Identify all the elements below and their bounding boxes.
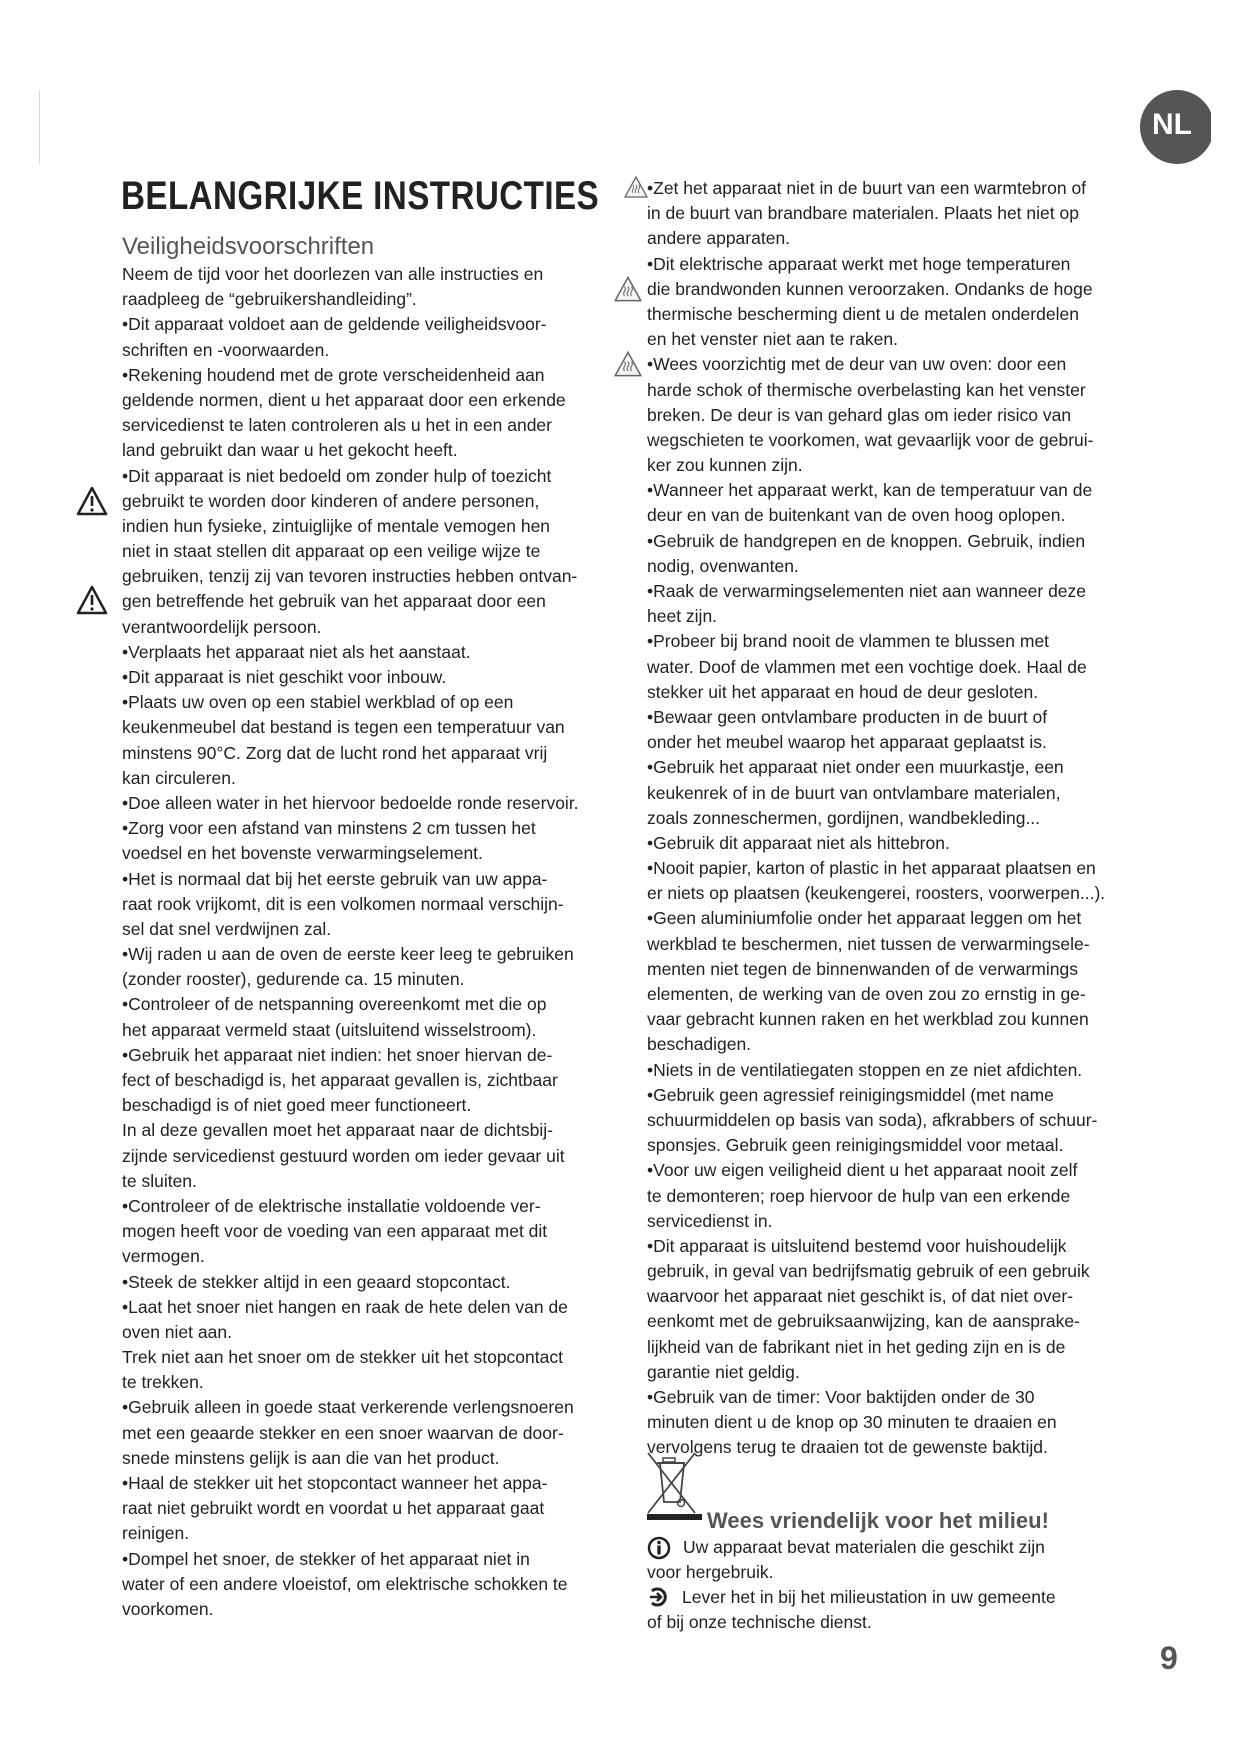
- text-line: •Gebruik de handgrepen en de knoppen. Gebruik, indien: [647, 530, 1086, 551]
- text-line: •Bewaar geen ontvlambare producten in de buurt of: [647, 706, 1048, 727]
- text-line: beschadigd is of niet goed meer functioneert.: [122, 1095, 472, 1116]
- text-line: In al deze gevallen moet het apparaat naar de dichtsbij-: [122, 1120, 553, 1141]
- text-line: •Controleer of de elektrische installatie voldoende ver-: [122, 1195, 541, 1216]
- text-line: water of een andere vloeistof, om elektrische schokken te: [122, 1573, 568, 1594]
- text-line: voedsel en het bovenste verwarmingselement.: [122, 843, 483, 864]
- text-line: •Dit elektrische apparaat werkt met hoge temperaturen: [647, 253, 1071, 274]
- text-line: er niets op plaatsen (keukengerei, roosters, voorwerpen...).: [647, 883, 1106, 904]
- environment-recycle-line: of bij onze technische dienst.: [647, 1612, 872, 1632]
- text-line: •Plaats uw oven op een stabiel werkblad of op een: [122, 692, 514, 713]
- text-line: te sluiten.: [122, 1170, 197, 1191]
- text-line: •Controleer of de netspanning overeenkomt met die op: [122, 994, 547, 1015]
- environment-heading: Wees vriendelijk voor het milieu!: [707, 1508, 1049, 1533]
- text-line: ker zou kunnen zijn.: [647, 455, 803, 476]
- text-line: •Gebruik alleen in goede staat verkerende verlengsnoeren: [122, 1397, 574, 1418]
- text-line: snede minstens gelijk is aan die van het product.: [122, 1447, 500, 1468]
- text-line: garantie niet geldig.: [647, 1361, 800, 1382]
- text-line: werkblad te beschermen, niet tussen de verwarmingsele-: [647, 933, 1090, 954]
- language-tab: [1130, 85, 1211, 170]
- text-line: sel dat snel verdwijnen zal.: [122, 918, 332, 939]
- text-line: niet in staat stellen dit apparaat op een veilige wijze te: [122, 541, 541, 562]
- text-line: minuten dient u de knop op 30 minuten te draaien en: [647, 1412, 1057, 1433]
- text-line: •Gebruik het apparaat niet onder een muurkastje, een: [647, 757, 1064, 778]
- text-line: gebruik, in geval van bedrijfsmatig gebruik of een gebruik: [647, 1261, 1090, 1282]
- text-line: gebruikt te worden door kinderen of andere personen,: [122, 490, 540, 511]
- text-line: voorkomen.: [122, 1598, 214, 1619]
- text-line: servicedienst te laten controleren als u het in een ander: [122, 415, 552, 436]
- text-line: fect of beschadigd is, het apparaat gevallen is, zichtbaar: [122, 1070, 558, 1090]
- text-line: •Dit apparaat is niet bedoeld om zonder hulp of toezicht: [122, 465, 552, 486]
- text-line: •Doe alleen water in het hiervoor bedoelde ronde reservoir.: [122, 792, 579, 813]
- left-column: [122, 262, 579, 1622]
- text-line: geldende normen, dient u het apparaat door een erkende: [122, 389, 566, 410]
- hot-surface-warning-icon: [624, 176, 648, 198]
- language-label: NL: [1152, 108, 1192, 141]
- text-line: met een geaarde stekker en een snoer waarvan de door-: [122, 1422, 564, 1443]
- text-line: schuurmiddelen op basis van soda), afkrabbers of schuur-: [647, 1109, 1098, 1130]
- text-line: •Laat het snoer niet hangen en raak de hete delen van de: [122, 1296, 568, 1317]
- text-line: gebruiken, tenzij zij van tevoren instructies hebben ontvan-: [122, 566, 578, 587]
- text-line: mogen heeft voor de voeding van een apparaat met dit: [122, 1221, 548, 1242]
- text-line: in de buurt van brandbare materialen. Plaats het niet op: [647, 203, 1079, 224]
- text-line: •Rekening houdend met de grote verscheidenheid aan: [122, 364, 545, 385]
- text-line: vaar gebracht kunnen raken en het werkblad zou kunnen: [647, 1009, 1089, 1030]
- environment-recycle-line: Lever het in bij het milieustation in uw gemeente: [682, 1587, 1056, 1607]
- text-line: verantwoordelijk persoon.: [122, 616, 322, 637]
- text-line: •Verplaats het apparaat niet als het aanstaat.: [122, 641, 471, 662]
- text-line: land gebruikt dan waar u het gekocht heeft.: [122, 440, 458, 461]
- text-line: waarvoor het apparaat niet geschikt is, of dat niet over-: [647, 1286, 1074, 1307]
- text-line: •Niets in de ventilatiegaten stoppen en ze niet afdichten.: [647, 1059, 1083, 1080]
- text-line: elementen, de werking van de oven zou zo ernstig in ge-: [647, 984, 1086, 1004]
- text-line: andere apparaten.: [647, 228, 791, 249]
- text-line: Neem de tijd voor het doorlezen van alle instructies en: [122, 264, 544, 284]
- environment-info-line: voor hergebruik.: [647, 1562, 774, 1582]
- text-line: •Voor uw eigen veiligheid dient u het apparaat nooit zelf: [647, 1160, 1078, 1181]
- text-line: (zonder rooster), gedurende ca. 15 minuten.: [122, 969, 465, 990]
- text-line: raat niet gebruikt wordt en voordat u het apparaat gaat: [122, 1498, 545, 1519]
- weee-crossed-bin-icon: [645, 1450, 705, 1522]
- section-subtitle: Veiligheidsvoorschriften: [122, 233, 375, 260]
- text-line: lijkheid van de fabrikant niet in het geding zijn en is de: [647, 1336, 1066, 1357]
- text-line: oven niet aan.: [122, 1321, 232, 1342]
- text-line: keukenmeubel dat bestand is tegen een temperatuur van: [122, 717, 565, 738]
- text-line: keukenrek of in de buurt van ontvlambare materialen,: [647, 782, 1061, 803]
- text-line: onder het meubel waarop het apparaat geplaatst is.: [647, 732, 1047, 753]
- text-line: •Het is normaal dat bij het eerste gebruik van uw appa-: [122, 868, 548, 889]
- environment-info-line: Uw apparaat bevat materialen die geschikt zijn: [683, 1537, 1045, 1557]
- page-title: BELANGRIJKE INSTRUCTIES: [121, 174, 600, 218]
- text-line: •Gebruik dit apparaat niet als hittebron.: [647, 832, 950, 853]
- warning-icon: [76, 585, 108, 615]
- text-line: vervolgens terug te draaien tot de gewenste baktijd.: [647, 1437, 1048, 1458]
- text-line: •Gebruik het apparaat niet indien: het snoer hiervan de-: [122, 1044, 553, 1065]
- text-line: sponsjes. Gebruik geen reinigingsmiddel voor metaal.: [647, 1135, 1064, 1156]
- hot-surface-warning-icon: [614, 276, 642, 302]
- text-line: en het venster niet aan te raken.: [647, 329, 898, 350]
- text-line: te demonteren; roep hiervoor de hulp van een erkende: [647, 1185, 1071, 1206]
- text-line: vermogen.: [122, 1246, 205, 1267]
- text-line: •Wees voorzichtig met de deur van uw oven: door een: [647, 354, 1067, 375]
- page-number: 9: [1160, 1640, 1178, 1676]
- text-line: nodig, ovenwanten.: [647, 555, 799, 576]
- text-line: kan circuleren.: [122, 767, 236, 788]
- text-line: Trek niet aan het snoer om de stekker uit het stopcontact: [122, 1347, 563, 1368]
- margin-line: [39, 90, 40, 164]
- text-line: •Wanneer het apparaat werkt, kan de temperatuur van de: [647, 480, 1093, 501]
- text-line: te trekken.: [122, 1372, 204, 1393]
- text-line: stekker uit het apparaat en houd de deur gesloten.: [647, 681, 1039, 702]
- text-line: •Raak de verwarmingselementen niet aan wanneer deze: [647, 581, 1087, 601]
- info-icon: [647, 1536, 671, 1560]
- arrow-right-icon: [648, 1587, 668, 1607]
- text-line: •Gebruik geen agressief reinigingsmiddel (met name: [647, 1084, 1054, 1105]
- text-line: •Haal de stekker uit het stopcontact wanneer het appa-: [122, 1473, 548, 1493]
- text-line: •Dit apparaat voldoet aan de geldende veiligheidsvoor-: [122, 314, 547, 335]
- text-line: servicedienst in.: [647, 1210, 773, 1231]
- text-line: •Zorg voor een afstand van minstens 2 cm tussen het: [122, 818, 536, 839]
- text-line: zijnde servicedienst gestuurd worden om ieder gevaar uit: [122, 1145, 565, 1166]
- text-line: zoals zonneschermen, gordijnen, wandbekleding...: [647, 807, 1041, 828]
- text-line: water. Doof de vlammen met een vochtige doek. Haal de: [647, 656, 1087, 677]
- text-line: breken. De deur is van gehard glas om ieder risico van: [647, 404, 1072, 425]
- text-line: menten niet tegen de binnenwanden of de verwarmings: [647, 958, 1078, 979]
- text-line: gen betreffende het gebruik van het apparaat door een: [122, 591, 546, 612]
- text-line: harde schok of thermische overbelasting kan het venster: [647, 379, 1086, 400]
- text-line: •Probeer bij brand nooit de vlammen te blussen met: [647, 631, 1050, 652]
- right-column: [647, 176, 1105, 1461]
- text-line: wegschieten te voorkomen, wat gevaarlijk voor de gebrui-: [647, 429, 1094, 450]
- text-line: •Dit apparaat is uitsluitend bestemd voor huishoudelijk: [647, 1235, 1067, 1256]
- text-line: •Gebruik van de timer: Voor baktijden onder de 30: [647, 1387, 1035, 1407]
- text-line: het apparaat vermeld staat (uitsluitend wisselstroom).: [122, 1019, 537, 1040]
- text-line: minstens 90°C. Zorg dat de lucht rond het apparaat vrij: [122, 742, 548, 763]
- hot-surface-warning-icon: [614, 351, 642, 377]
- text-line: raadpleeg de “gebruikershandleiding”.: [122, 289, 417, 310]
- text-line: indien hun fysieke, zintuiglijke of mentale vemogen hen: [122, 515, 551, 536]
- warning-icon: [76, 486, 108, 516]
- text-line: •Zet het apparaat niet in de buurt van een warmtebron of: [647, 178, 1087, 198]
- text-line: •Wij raden u aan de oven de eerste keer leeg te gebruiken: [122, 944, 574, 965]
- text-line: •Nooit papier, karton of plastic in het apparaat plaatsen en: [647, 858, 1096, 879]
- text-line: •Steek de stekker altijd in een geaard stopcontact.: [122, 1271, 511, 1292]
- text-line: reinigen.: [122, 1523, 190, 1544]
- text-line: •Geen aluminiumfolie onder het apparaat leggen om het: [647, 908, 1082, 929]
- text-line: die brandwonden kunnen veroorzaken. Ondanks de hoge: [647, 278, 1093, 299]
- text-line: •Dompel het snoer, de stekker of het apparaat niet in: [122, 1548, 530, 1569]
- text-line: eenkomt met de gebruiksaanwijzing, kan de aansprake-: [647, 1311, 1080, 1332]
- text-line: raat rook vrijkomt, dit is een volkomen normaal verschijn-: [122, 893, 564, 914]
- text-line: thermische bescherming dient u de metalen onderdelen: [647, 303, 1079, 324]
- text-line: deur en van de buitenkant van de oven hoog oplopen.: [647, 505, 1066, 526]
- text-line: •Dit apparaat is niet geschikt voor inbouw.: [122, 667, 447, 687]
- text-line: schriften en -voorwaarden.: [122, 339, 330, 360]
- text-line: beschadigen.: [647, 1034, 752, 1055]
- text-line: heet zijn.: [647, 606, 718, 627]
